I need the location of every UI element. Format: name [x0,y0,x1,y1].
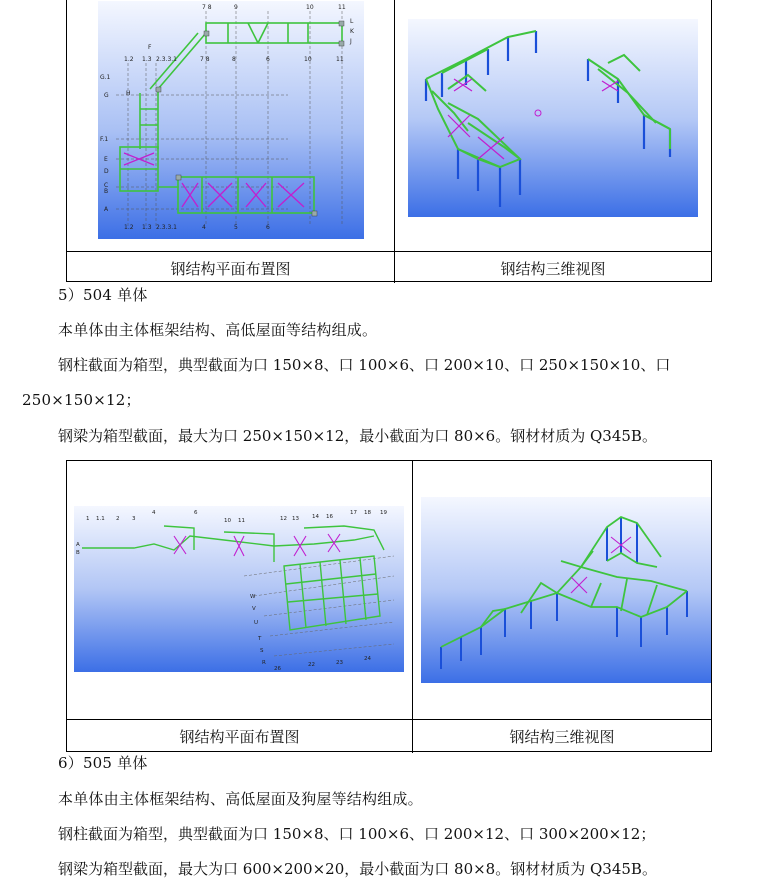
row-label-C: C [104,182,109,189]
row-label-D: D [104,168,109,175]
top-number-18: 18 [364,510,371,516]
top-number-2: 2 [116,516,120,522]
right-letter-W: W [250,594,256,600]
top-number-14: 14 [312,514,319,520]
top-number-6: 6 [194,510,198,516]
section-505-line2: 钢柱截面为箱型，典型截面为口 150×8、口 100×6、口 200×12、口 300×200×12； [58,825,656,843]
top-number-3: 3 [132,516,136,522]
section-505-heading: 6）505 单体 [58,754,148,772]
top-number-12: 12 [280,516,287,522]
grid-label-8: 8 [232,56,236,63]
row-label-E: E [104,156,108,163]
section-504-line3: 钢梁为箱型截面，最大为口 250×150×12，最小截面为口 80×6。钢材材质为 Q345B。 [58,427,657,445]
figure-table-1 [66,0,712,282]
top-number-1-1: 1.1 [96,516,105,522]
top-label-11: 11 [338,4,346,11]
top-label-10: 10 [306,4,314,11]
grid-label-1-2: 1.2 [124,56,134,63]
top-number-10: 10 [224,518,231,524]
grid-label-11: 11 [336,56,344,63]
section-504-heading: 5）504 单体 [58,286,148,304]
grid-label-2331: 2.3.3.1 [156,56,177,63]
caption-plan-1: 钢结构平面布置图 [170,260,291,278]
bottom-label-1-3: 1.3 [142,224,152,231]
bottom-number-23: 23 [336,660,343,666]
3d-view-image-1 [408,19,698,217]
section-504-line2b: 250×150×12； [22,391,141,409]
grid-label-10: 10 [304,56,312,63]
row-label-L: L [350,18,354,25]
bottom-label-6: 6 [266,224,270,231]
top-number-19: 19 [380,510,387,516]
label-H: H [126,90,131,97]
section-505-line1: 本单体由主体框架结构、高低屋面及狗屋等结构组成。 [58,790,423,808]
row-label-J: J [350,38,352,45]
row-label-G1: G.1 [100,74,111,81]
plan-view-image-2 [74,506,404,672]
row-label-F1: F.1 [100,136,109,143]
grid-label-78: 7 8 [200,56,210,63]
grid-label-6: 6 [266,56,270,63]
row-label-B: B [104,188,109,195]
top-label-9: 9 [234,4,238,11]
left-letter-B: B [76,550,80,556]
top-number-4: 4 [152,510,156,516]
caption-plan-2: 钢结构平面布置图 [179,728,300,746]
bottom-label-2331: 2.3.3.1 [156,224,177,231]
caption-3d-1: 钢结构三维视图 [500,260,606,278]
bottom-number-24: 24 [364,656,371,662]
caption-3d-2: 钢结构三维视图 [509,728,615,746]
bottom-number-22: 22 [308,662,315,668]
section-505-line3: 钢梁为箱型截面，最大为口 600×200×20，最小截面为口 80×8。钢材材质为 Q345B。 [58,860,657,878]
right-letter-V: V [252,606,256,612]
right-letter-T: T [258,636,262,642]
3d-view-image-2 [421,497,711,683]
row-label-K: K [350,28,354,35]
bottom-label-4: 4 [202,224,206,231]
caption-separator [67,251,711,252]
section-504-line1: 本单体由主体框架结构、高低屋面等结构组成。 [58,321,378,339]
right-letter-R: R [262,660,266,666]
plan-view-image-1 [98,1,364,239]
bottom-number-26: 26 [274,666,281,672]
top-number-17: 17 [350,510,357,516]
bottom-label-5: 5 [234,224,238,231]
bottom-label-1-2: 1.2 [124,224,134,231]
top-number-11: 11 [238,518,245,524]
right-letter-U: U [254,620,259,626]
top-number-13: 13 [292,516,299,522]
right-letter-S: S [260,648,264,654]
row-label-A: A [104,206,109,213]
grid-label-1-3: 1.3 [142,56,152,63]
top-number-1: 1 [86,516,90,522]
figure-table-2 [66,460,712,752]
section-504-line2a: 钢柱截面为箱型，典型截面为口 150×8、口 100×6、口 200×10、口 250×150×10、口 [58,356,671,374]
table-divider [412,461,413,753]
label-F: F [148,44,152,51]
row-label-G: G [104,92,109,99]
table-divider [394,0,395,283]
left-letter-A: A [76,542,80,548]
top-number-16: 16 [326,514,333,520]
caption-separator [67,719,711,720]
top-label-78: 7 8 [202,4,212,11]
